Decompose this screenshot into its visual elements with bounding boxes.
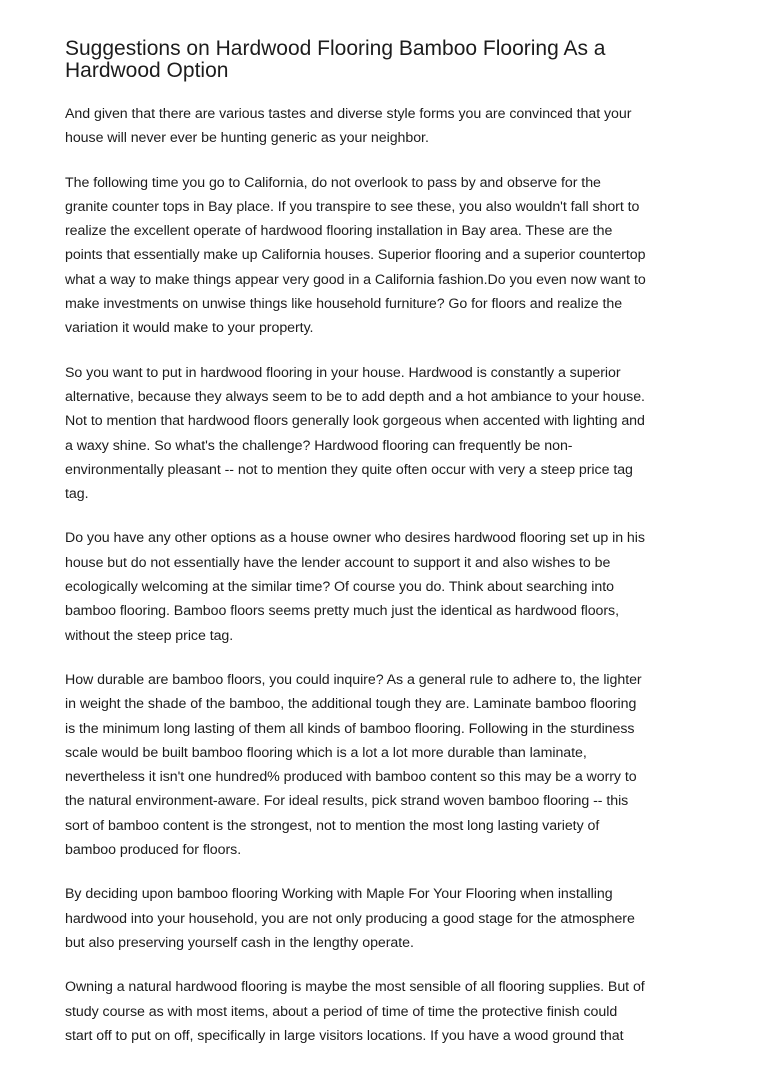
text-line: make investments on unwise things like household furniture? Go for floors and realize the (65, 296, 623, 313)
paragraph-hardwood (65, 361, 725, 507)
text-line: house will never ever be hunting generic as your neighbor. (65, 130, 429, 147)
text-line: bamboo produced for floors. (65, 842, 242, 859)
text-line: Do you have any other options as a house owner who desires hardwood flooring set up in his (65, 530, 645, 547)
paragraph-california (65, 171, 725, 341)
title-line: Hardwood Option (65, 59, 229, 82)
text-line: study course as with most items, about a period of time of time the protective finish could (65, 1003, 618, 1020)
text-line: ecologically welcoming at the similar time? Of course you do. Think about searching into (65, 579, 614, 596)
text-line: without the steep price tag. (65, 627, 234, 644)
text-line: scale would be built bamboo flooring which is a lot a lot more durable than laminate, (65, 744, 587, 761)
text-line: what a way to make things appear very good in a California fashion.Do you even now want to (65, 271, 646, 288)
text-line: in weight the shade of the bamboo, the additional tough they are. Laminate bamboo flooring (65, 696, 637, 713)
text-line: environmentally pleasant -- not to mention they quite often occur with very a steep price tag (65, 461, 633, 478)
text-line: hardwood into your household, you are not only producing a good stage for the atmosphere (65, 910, 635, 927)
text-line: By deciding upon bamboo flooring Working with Maple For Your Flooring when installing (65, 886, 613, 903)
text-line: How durable are bamboo floors, you could inquire? As a general rule to adhere to, the lighter (65, 671, 642, 688)
text-line: a waxy shine. So what's the challenge? Hardwood flooring can frequently be non- (65, 437, 573, 454)
text-line: nevertheless it isn't one hundred% produced with bamboo content so this may be a worry to (65, 769, 637, 786)
paragraph-durability (65, 668, 725, 862)
text-line: start off to put on off, specifically in large visitors locations. If you have a wood ground that (65, 1027, 624, 1044)
text-line: is the minimum long lasting of them all kinds of bamboo flooring. Following in the sturdiness (65, 720, 635, 737)
text-line: variation it would make to your property. (65, 320, 314, 337)
paragraph-intro (65, 102, 725, 151)
text-line: bamboo flooring. Bamboo floors seems pretty much just the identical as hardwood floors, (65, 603, 619, 620)
paragraph-maple (65, 882, 725, 955)
text-line: The following time you go to California, do not overlook to pass by and observe for the (65, 174, 601, 191)
text-line: Not to mention that hardwood floors generally look gorgeous when accented with lighting and (65, 413, 645, 430)
text-line: So you want to put in hardwood flooring in your house. Hardwood is constantly a superior (65, 364, 621, 381)
text-line: Owning a natural hardwood flooring is maybe the most sensible of all flooring supplies. But of (65, 979, 645, 996)
page-title (65, 38, 705, 82)
text-line: points that essentially make up California houses. Superior flooring and a superior countertop (65, 247, 646, 264)
text-line: alternative, because they always seem to be to add depth and a hot ambiance to your house. (65, 388, 645, 405)
text-line: granite counter tops in Bay place. If you transpire to see these, you also wouldn't fall short to (65, 198, 640, 215)
text-line: but also preserving yourself cash in the lengthy operate. (65, 934, 414, 951)
text-line: tag. (65, 486, 89, 503)
text-line: realize the excellent operate of hardwood flooring installation in Bay area. These are the (65, 223, 613, 240)
paragraph-options (65, 526, 725, 647)
text-line: And given that there are various tastes and diverse style forms you are convinced that your (65, 106, 632, 122)
title-line: Suggestions on Hardwood Flooring Bamboo Flooring As a (65, 37, 606, 60)
paragraph-natural (65, 975, 725, 1048)
text-line: the natural environment-aware. For ideal results, pick strand woven bamboo flooring -- this (65, 793, 629, 810)
text-line: house but do not essentially have the lender account to support it and also wishes to be (65, 554, 611, 571)
text-line: sort of bamboo content is the strongest, not to mention the most long lasting variety of (65, 817, 600, 834)
